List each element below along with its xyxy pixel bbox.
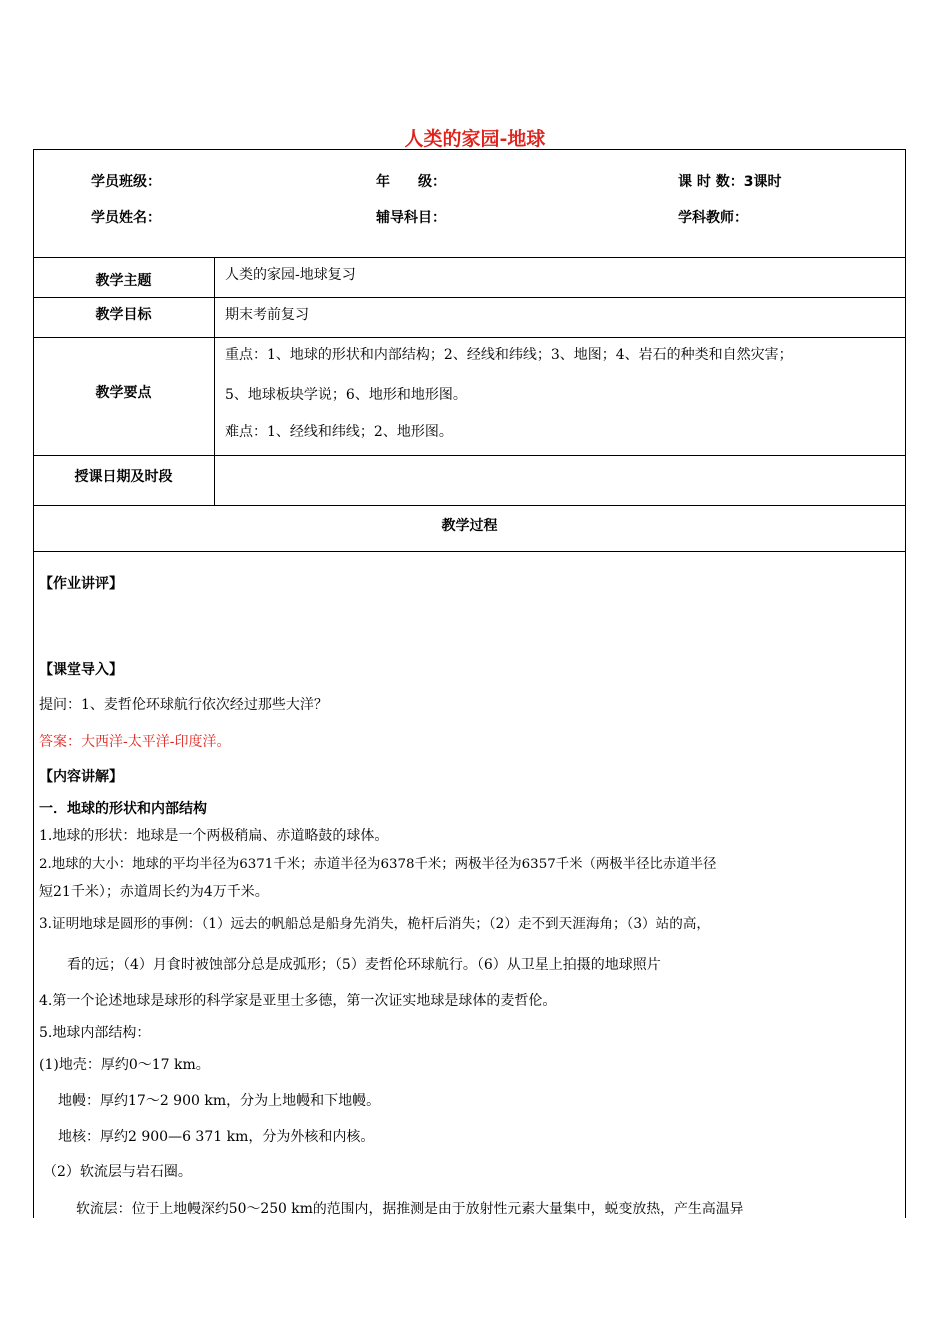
paragraph: 软流层：位于上地幔深约50～250 km的范围内，据推测是由于放射性元素大量集中，蜕变放热，产生高温异 (76, 1201, 744, 1217)
paragraph: 4.第一个论述地球是球形的科学家是亚里士多德，第一次证实地球是球体的麦哲伦。 (39, 993, 557, 1009)
table-column-divider (214, 257, 215, 505)
explain-heading: 【内容讲解】 (39, 769, 123, 785)
process-title: 教学过程 (441, 518, 498, 534)
points-line: 5、地球板块学说；6、地形和地形图。 (225, 387, 467, 403)
table-divider (33, 257, 906, 258)
student-name-label: 学员姓名： (91, 210, 161, 226)
points-label: 教学要点 (95, 385, 152, 401)
paragraph: 3.证明地球是圆形的事例：（1）远去的帆船总是船身先消失，桅杆后消失；（2）走不到天涯海角；（3）站的高， (39, 916, 711, 932)
intro-heading: 【课堂导入】 (39, 662, 123, 678)
table-divider (33, 297, 906, 298)
paragraph: 1.地球的形状：地球是一个两极稍扁、赤道略鼓的球体。 (39, 828, 389, 844)
teacher-label: 学科教师： (678, 210, 748, 226)
grade-label: 年 级： (376, 174, 446, 190)
paragraph: 看的远；（4）月食时被蚀部分总是成弧形；（5）麦哲伦环球航行。（6）从卫星上拍摄的地球照片 (67, 957, 661, 973)
date-label: 授课日期及时段 (74, 469, 173, 485)
class-label: 学员班级： (91, 174, 161, 190)
theme-label: 教学主题 (95, 273, 152, 289)
table-divider (33, 505, 906, 506)
points-line: 重点：1、地球的形状和内部结构；2、经线和纬线；3、地图；4、岩石的种类和自然灾害； (225, 347, 793, 363)
table-divider (33, 455, 906, 456)
paragraph: 5.地球内部结构： (39, 1025, 151, 1041)
table-divider (33, 337, 906, 338)
points-line: 难点：1、经线和纬线；2、地形图。 (225, 424, 453, 440)
subject-label: 辅导科目： (376, 210, 446, 226)
homework-heading: 【作业讲评】 (39, 576, 123, 592)
paragraph: 地幔：厚约17～2 900 km，分为上地幔和下地幔。 (58, 1093, 381, 1109)
hours-label: 课 时 数：3课时 (678, 174, 782, 190)
document-title: 人类的家园-地球 (404, 128, 546, 150)
answer-text: 答案：大西洋-太平洋-印度洋。 (39, 734, 231, 750)
table-divider (33, 551, 906, 552)
section-heading: 一．地球的形状和内部结构 (39, 801, 207, 817)
paragraph: 短21千米）；赤道周长约为4万千米。 (39, 884, 269, 900)
paragraph: 2.地球的大小：地球的平均半径为6371千米；赤道半径为6378千米；两极半径为6357千米（两极半径比赤道半径 (39, 857, 717, 872)
goal-value: 期末考前复习 (225, 307, 309, 323)
goal-label: 教学目标 (95, 307, 152, 323)
question-text: 提问：1、麦哲伦环球航行依次经过那些大洋？ (39, 697, 328, 713)
paragraph: 地核：厚约2 900—6 371 km，分为外核和内核。 (58, 1129, 375, 1145)
theme-value: 人类的家园-地球复习 (225, 267, 356, 283)
paragraph: （2）软流层与岩石圈。 (43, 1164, 192, 1180)
paragraph: (1)地壳：厚约0～17 km。 (39, 1057, 210, 1073)
